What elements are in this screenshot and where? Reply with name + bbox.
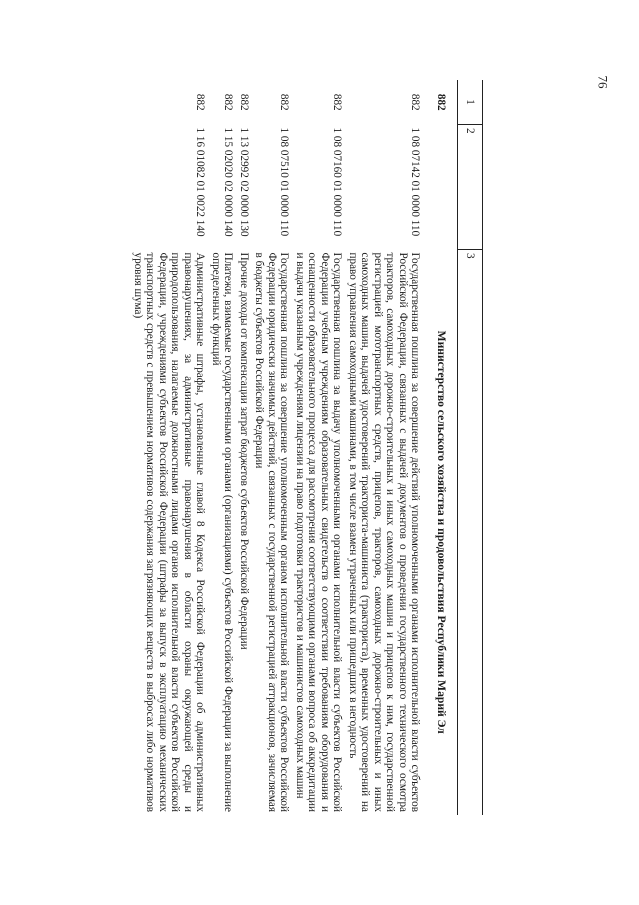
description-cell: Административные штрафы, установленные главой 8 Кодекса Российской Федерации об административных правонарушениях, за административные правонарушения в области охраны окружающей среды и природопользования, налагаемые должностными лицами органов исполнительной власти субъектов Российской Федерации, учреждениями субъектов Российской Федерации (штрафы за выпуск в эксплуатацию механических транспортных средств с превышением нормативов содержания загрязняющих веществ в выбросах либо нормативов уровня шума) bbox=[132, 252, 207, 812]
rotated-table-sheet bbox=[88, 80, 483, 815]
admin-code-cell: 882 bbox=[331, 93, 344, 111]
page-number: 76 bbox=[595, 75, 611, 89]
kbk-cell: 1 08 07142 01 0000 110 bbox=[409, 127, 422, 237]
admin-code-cell: 882 bbox=[409, 93, 422, 111]
column-header-1: 1 bbox=[458, 80, 483, 125]
administrator-code: 882 bbox=[435, 93, 447, 111]
table-row bbox=[236, 80, 252, 815]
description-cell: Государственная пошлина за выдачу уполномоченными органами исполнительной власти субъектов Российской Федерации учебным учреждениям образовательных свидетельств о соответствии требованиям оборудования и оснащенности образовательного процесса для рассмотрения соответствующими органами вопроса об аккредитации и выдачи указанным учреждениям лицензии на право подготовки трактористов и машинистов самоходных машин bbox=[294, 252, 344, 812]
table-row bbox=[208, 80, 236, 815]
kbk-cell: 1 08 07510 01 0000 110 bbox=[278, 127, 291, 237]
column-header-2: 2 bbox=[458, 125, 483, 250]
kbk-cell: 1 16 01082 01 0022 140 bbox=[194, 127, 207, 237]
description-cell: Государственная пошлина за совершение уполномоченным органом исполнительной власти субъектов Российской Федерации юридически значимых действий, связанных с государственной регистрацией аттракционов, зачисляемая в бюджеты субъектов Российской Федерации bbox=[253, 252, 291, 812]
table-row bbox=[292, 80, 345, 815]
description-cell: Платежи, взимаемые государственными органами (организациями) субъектов Российской Федерации за выполнение определенных функций bbox=[210, 252, 235, 812]
revenue-codes-table bbox=[130, 80, 484, 815]
admin-code-cell: 882 bbox=[238, 93, 250, 111]
administrator-name: Министерство сельского хозяйства и продовольствия Республики Марий Эл bbox=[435, 330, 448, 734]
description-cell: Государственная пошлина за совершение действий уполномоченными органами исполнительной власти субъектов Российской Федерации, связанных с выдачей документов о проведении государственного технического осмотра тракторов, самоходных дорожно-строительных и иных самоходных машин и прицепов к ним, государственной регистрацией мототранспортных средств, прицепов, тракторов, самоходных дорожно-строительных и иных самоходных машин, выдачей удостоверений тракториста-машиниста (тракториста), временных удостоверений на право управления самоходными машинами, в том числе взамен утраченных или пришедших в негодность bbox=[347, 252, 422, 812]
empty-cell bbox=[423, 125, 458, 250]
kbk-cell: 1 15 02020 02 0000 140 bbox=[222, 127, 235, 237]
kbk-cell: 1 13 02992 02 0000 130 bbox=[238, 127, 250, 237]
kbk-cell: 1 08 07160 01 0000 110 bbox=[331, 127, 344, 237]
table-header-row bbox=[458, 80, 483, 815]
column-header-3: 3 bbox=[458, 250, 483, 816]
table-row bbox=[251, 80, 292, 815]
description-cell: Прочие доходы от компенсации затрат бюджетов субъектов Российской Федерации bbox=[238, 252, 250, 650]
admin-code-cell: 882 bbox=[222, 93, 235, 111]
table-row bbox=[130, 80, 208, 815]
admin-code-cell: 882 bbox=[278, 93, 291, 111]
admin-code-cell: 882 bbox=[194, 93, 207, 111]
table-row bbox=[345, 80, 423, 815]
administrator-heading-row bbox=[423, 80, 458, 815]
